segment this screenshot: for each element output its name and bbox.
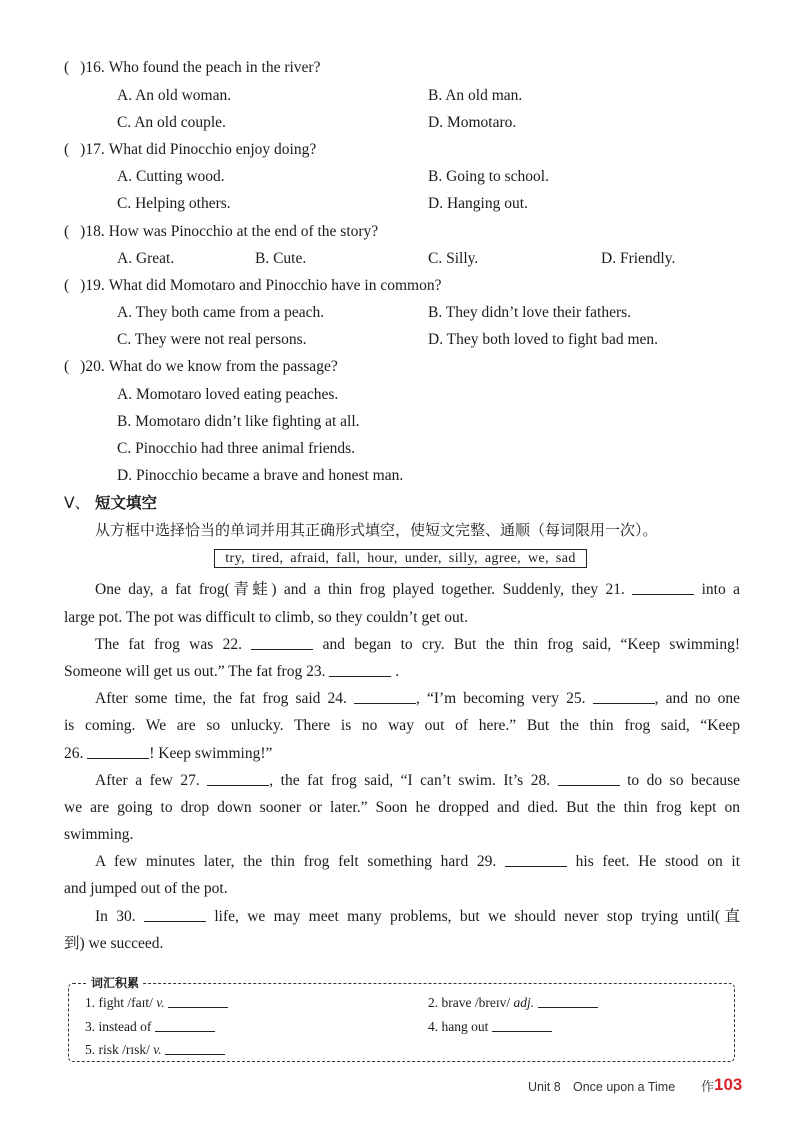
question-text: What do we know from the passage? (108, 358, 338, 376)
blank-number-28: 28. (530, 771, 551, 789)
passage-line (64, 685, 740, 712)
vocab-item-3 (85, 1015, 215, 1039)
answer-blank-22 (251, 635, 313, 650)
bracket-close: ) (80, 140, 86, 158)
vocab-phonetic: /rɪsk/ (122, 1042, 150, 1058)
passage-paragraph (64, 848, 740, 902)
section-instruction: 从方框中选择恰当的单词并用其正确形式填空，使短文完整、通顺（每词限用一次）。 (95, 522, 658, 539)
passage-text: to do so because (619, 771, 741, 789)
blank-number-21: 21. (605, 581, 625, 599)
answer-bracket (64, 59, 85, 76)
question-18 (0, 218, 800, 245)
vocab-answer-blank (155, 1019, 215, 1032)
passage-line (64, 740, 740, 767)
option-row (0, 435, 800, 462)
bracket-open: ( (64, 140, 70, 158)
vocab-word: brave (441, 995, 472, 1011)
answer-blank-23 (329, 662, 391, 677)
bracket-open: ( (64, 222, 70, 240)
question-text: What did Pinocchio enjoy doing? (108, 140, 317, 158)
question-number: 16. (85, 59, 105, 77)
blank-number-26: 26. (64, 744, 84, 762)
page-number: 103 (714, 1075, 743, 1094)
option-d: D. Momotaro. (428, 113, 517, 131)
passage-text: and began to cry. But the thin frog said, “Keep swimming! (313, 635, 741, 653)
blank-number-29: 29. (476, 853, 497, 871)
option-d: D. Pinocchio became a brave and honest man. (117, 467, 404, 485)
passage-text: The fat frog was (95, 635, 223, 653)
vocab-phonetic: /faɪt/ (127, 995, 153, 1011)
reading-questions (0, 54, 800, 489)
passage-paragraph (64, 903, 740, 957)
bracket-open: ( (64, 59, 70, 77)
option-a: A. Momotaro loved eating peaches. (117, 385, 339, 403)
vocab-part-of-speech: v. (156, 995, 165, 1011)
passage-line (64, 767, 740, 794)
option-c: C. Silly. (428, 249, 479, 267)
passage-text: and jumped out of the pot. (64, 880, 228, 898)
option-row (0, 326, 800, 353)
passage-line (64, 712, 740, 739)
option-row (0, 299, 800, 326)
question-number: 18. (85, 222, 105, 240)
blank-number-30: 30. (116, 907, 136, 925)
passage-text: life, we may meet many problems, but we should never stop trying until(直 (206, 907, 740, 925)
passage-text: Someone will get us out.” The fat frog (64, 662, 307, 680)
answer-blank-25 (593, 689, 655, 704)
passage-text: is coming. We are so unlucky. There is no way out of here.” But the thin frog said, “Keep (64, 717, 740, 735)
bracket-close: ) (80, 358, 86, 376)
passage-text: One day, a fat frog(青蛙) and a thin frog played together. Suddenly, they (95, 581, 606, 599)
passage-line (64, 903, 740, 930)
option-a: A. An old woman. (117, 86, 232, 104)
question-text: What did Momotaro and Pinocchio have in common? (108, 276, 442, 294)
passage-text: , “I’m becoming very (416, 690, 567, 708)
option-b: B. An old man. (428, 86, 523, 104)
question-number: 19. (85, 276, 105, 294)
answer-bracket (64, 141, 85, 158)
passage-line (64, 875, 740, 902)
vocab-item-1 (85, 991, 228, 1015)
answer-blank-29 (505, 852, 567, 867)
passage-text: In (95, 907, 117, 925)
vocab-title: 词汇积累 (87, 975, 143, 991)
passage-line (64, 576, 740, 603)
vocab-word: instead of (98, 1018, 152, 1034)
option-a: A. They both came from a peach. (117, 304, 325, 322)
bracket-close: ) (80, 59, 86, 77)
passage-paragraph (64, 685, 740, 767)
blank-number-23: 23. (306, 662, 326, 680)
page-footer (0, 1075, 800, 1096)
option-row (0, 163, 800, 190)
option-c: C. Pinocchio had three animal friends. (117, 440, 356, 458)
vocab-number: 3. (85, 1018, 96, 1034)
passage-line (64, 821, 740, 848)
answer-blank-21 (632, 580, 694, 595)
question-19 (0, 272, 800, 299)
section-heading (0, 490, 800, 517)
question-stem (64, 218, 378, 245)
vocab-number: 5. (85, 1042, 96, 1058)
answer-blank-27 (207, 771, 269, 786)
question-20 (0, 353, 800, 380)
option-row (0, 109, 800, 136)
word-bank-box: try, tired, afraid, fall, hour, under, silly, agree, we, sad (214, 549, 587, 568)
blank-number-22: 22. (222, 635, 242, 653)
answer-blank-24 (354, 689, 416, 704)
passage-text: we are going to drop down sooner or later.” Soon he dropped and died. But the thin frog kept on (64, 798, 740, 816)
question-17 (0, 136, 800, 163)
answer-blank-26 (87, 744, 149, 759)
question-stem (64, 353, 338, 380)
vocab-answer-blank (492, 1019, 552, 1032)
passage-line (64, 848, 740, 875)
passage-line (64, 930, 740, 957)
option-row (0, 462, 800, 489)
vocab-word: risk (98, 1042, 119, 1058)
question-stem (64, 54, 320, 81)
passage-text: large pot. The pot was difficult to climb, so they couldn’t get out. (64, 608, 468, 626)
question-stem (64, 272, 441, 299)
bracket-open: ( (64, 276, 70, 294)
passage-paragraph (64, 767, 740, 849)
footer-unit: Unit 8 (528, 1080, 561, 1094)
option-b: B. Going to school. (428, 168, 549, 186)
bracket-close: ) (80, 222, 86, 240)
vocab-part-of-speech: v. (153, 1042, 162, 1058)
passage-text: After some time, the fat frog said (95, 690, 328, 708)
vocab-number: 1. (85, 995, 96, 1011)
passage-paragraph (64, 576, 740, 630)
option-row (0, 190, 800, 217)
option-row (0, 381, 800, 408)
vocab-item-4 (428, 1015, 552, 1039)
vocab-answer-blank (538, 995, 598, 1008)
vocab-word: hang out (441, 1018, 489, 1034)
footer-label: 作 (701, 1079, 715, 1094)
vocab-word: fight (98, 995, 124, 1011)
option-a: A. Cutting wood. (117, 168, 225, 186)
passage-text: , and no one (654, 690, 741, 708)
vocab-phonetic: /breɪv/ (474, 995, 511, 1011)
cloze-passage (64, 576, 740, 957)
vocab-answer-blank (168, 995, 228, 1008)
question-16 (0, 54, 800, 81)
question-text: Who found the peach in the river? (108, 59, 321, 77)
passage-line (64, 604, 740, 631)
vocab-answer-blank (165, 1042, 225, 1055)
passage-text: After a few (95, 771, 181, 789)
answer-bracket (64, 223, 85, 240)
option-b: B. They didn’t love their fathers. (428, 304, 632, 322)
vocab-number: 2. (428, 995, 439, 1011)
passage-line (64, 658, 740, 685)
question-number: 17. (85, 140, 105, 158)
blank-number-24: 24. (327, 690, 347, 708)
bracket-open: ( (64, 358, 70, 376)
option-c: C. They were not real persons. (117, 331, 307, 349)
option-d: D. Friendly. (601, 249, 676, 267)
question-number: 20. (85, 358, 105, 376)
passage-text: A few minutes later, the thin frog felt something hard (95, 853, 477, 871)
bracket-close: ) (80, 276, 86, 294)
passage-text: . (391, 662, 400, 680)
option-a: A. Great. (117, 249, 175, 267)
vocab-number: 4. (428, 1018, 439, 1034)
passage-text: , the fat frog said, “I can’t swim. It’s (269, 771, 531, 789)
option-d: D. They both loved to fight bad men. (428, 331, 659, 349)
passage-paragraph (64, 631, 740, 685)
passage-text: his feet. He stood on it (566, 853, 741, 871)
passage-text: ! Keep swimming!” (149, 744, 273, 762)
passage-text: into a (694, 581, 741, 599)
vocab-item-5 (85, 1038, 225, 1062)
vocab-box (68, 976, 735, 1062)
option-b: B. Cute. (255, 249, 307, 267)
answer-blank-28 (558, 771, 620, 786)
option-row (0, 245, 800, 272)
vocab-part-of-speech: adj. (513, 995, 535, 1011)
passage-line (64, 794, 740, 821)
option-c: C. An old couple. (117, 113, 226, 131)
section-numeral: Ⅴ、 (64, 495, 91, 513)
option-c: C. Helping others. (117, 195, 231, 213)
option-row (0, 82, 800, 109)
blank-number-25: 25. (566, 690, 586, 708)
footer-unit-title: Once upon a Time (573, 1080, 676, 1094)
passage-line (64, 631, 740, 658)
answer-blank-30 (144, 907, 206, 922)
option-d: D. Hanging out. (428, 195, 528, 213)
blank-number-27: 27. (180, 771, 200, 789)
answer-bracket (64, 358, 85, 375)
option-b: B. Momotaro didn’t like fighting at all. (117, 412, 360, 430)
answer-bracket (64, 277, 85, 294)
passage-text: 到) we succeed. (64, 934, 164, 952)
vocab-item-2 (428, 991, 598, 1015)
option-row (0, 408, 800, 435)
question-text: How was Pinocchio at the end of the story? (108, 222, 379, 240)
passage-text: swimming. (64, 826, 134, 844)
question-stem (64, 136, 316, 163)
section-title: 短文填空 (95, 495, 158, 513)
